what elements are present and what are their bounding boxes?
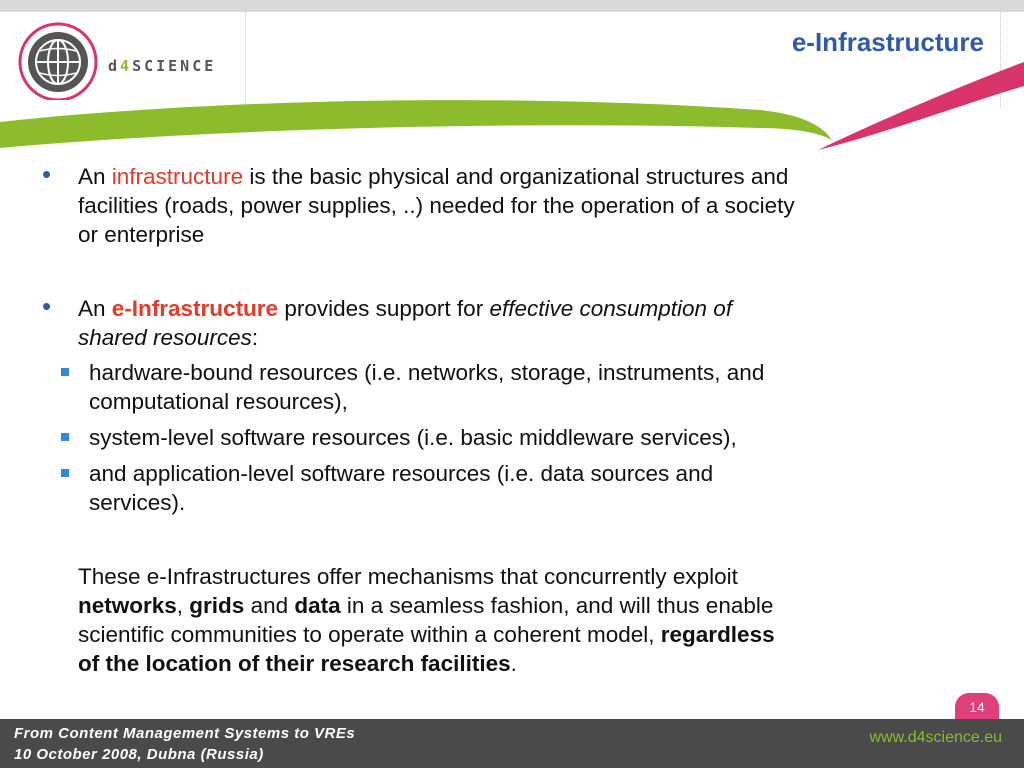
sub-bullet-marker <box>61 433 69 441</box>
globe-logo-icon <box>12 20 112 100</box>
sub-bullet-application <box>89 459 713 517</box>
footer-bar <box>0 719 1024 768</box>
text: , <box>176 593 190 618</box>
footer-line-date: 10 October 2008, Dubna (Russia) <box>14 746 264 763</box>
bold-location: of the location of their research facilities <box>78 651 511 676</box>
bold-data: data <box>294 593 341 618</box>
sub-bullet-marker <box>61 368 69 376</box>
bullet-line <box>78 294 732 323</box>
footer-event-info <box>14 723 355 765</box>
logo-prefix: d <box>108 57 121 75</box>
sub-bullet-marker <box>61 469 69 477</box>
text: : <box>251 325 259 350</box>
bullet-line: computational resources), <box>89 389 348 414</box>
logo-wordmark <box>108 57 216 75</box>
bullet-e-infrastructure <box>78 294 732 352</box>
summary-paragraph <box>78 562 775 678</box>
text: in a seamless fashion, and will thus enable <box>340 593 774 618</box>
sub-bullet-system <box>89 423 737 452</box>
bullet-line: system-level software resources (i.e. basic middleware services), <box>89 425 737 450</box>
sub-bullet-hardware <box>89 358 764 416</box>
paragraph-line <box>78 620 775 649</box>
text: and <box>244 593 295 618</box>
logo-suffix: SCIENCE <box>132 57 217 75</box>
text: . <box>510 651 517 676</box>
text: An <box>78 296 112 321</box>
paragraph-line: These e-Infrastructures offer mechanisms that concurrently exploit <box>78 564 738 589</box>
italic-text: effective consumption of <box>489 296 733 321</box>
bullet-line <box>78 323 732 352</box>
bullet-line: facilities (roads, power supplies, ..) needed for the operation of a society <box>78 193 795 218</box>
bullet-infrastructure <box>78 162 795 249</box>
paragraph-line <box>78 591 775 620</box>
logo-digit: 4 <box>120 57 133 75</box>
bold-regardless: regardless <box>660 622 775 647</box>
slide-title: e-Infrastructure <box>791 27 984 57</box>
bullet-dot: • <box>42 291 52 321</box>
bold-grids: grids <box>189 593 245 618</box>
footer-url-link[interactable]: www.d4science.eu <box>869 729 1002 746</box>
text: scientific communities to operate within a coherent model, <box>78 622 661 647</box>
bullet-line: and application-level software resources (i.e. data sources and <box>89 461 714 486</box>
bullet-line: hardware-bound resources (i.e. networks, storage, instruments, and <box>89 360 765 385</box>
bullet-line: or enterprise <box>78 222 205 247</box>
text: An <box>78 164 112 189</box>
bullet-line: services). <box>89 490 186 515</box>
paragraph-line <box>78 649 775 678</box>
bullet-line <box>78 162 795 191</box>
d4science-logo <box>12 20 242 100</box>
highlight-e-infrastructure: e-Infrastructure <box>111 296 279 321</box>
highlight-infrastructure: infrastructure <box>111 164 244 189</box>
bullet-dot: • <box>42 159 52 189</box>
text: is the basic physical and organizational structures and <box>243 164 789 189</box>
text: provides support for <box>278 296 490 321</box>
footer-line-title: From Content Management Systems to VREs <box>14 725 356 742</box>
page-number: 14 <box>955 693 999 721</box>
bold-networks: networks <box>78 593 177 618</box>
italic-text: shared resources <box>78 325 252 350</box>
